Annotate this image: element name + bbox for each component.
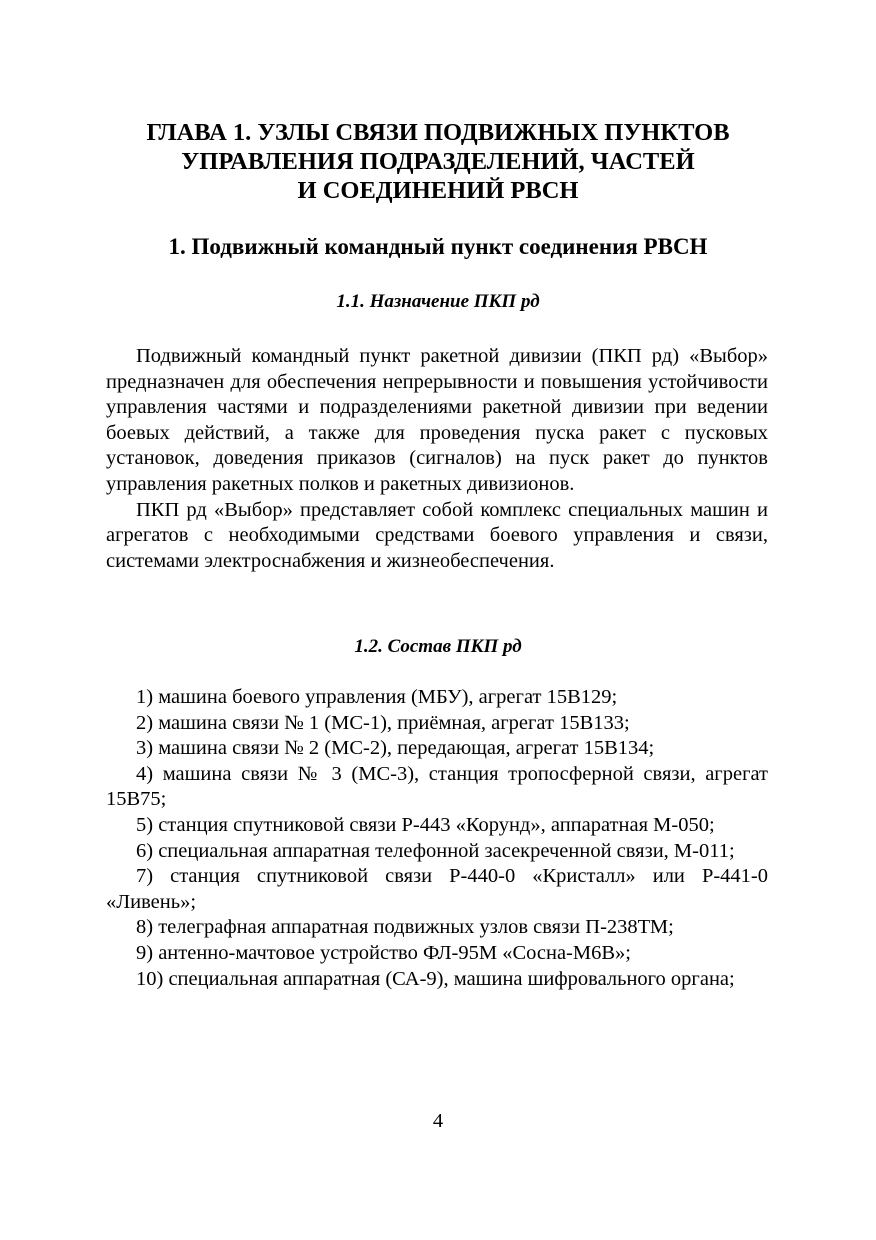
subsection-title-purpose: 1.1. Назначение ПКП рд <box>336 291 540 312</box>
page-number: 4 <box>432 1110 444 1132</box>
paragraph: ПКП рд «Выбор» представляет собой комплекс специальных машин и агрегатов с необходимыми средствами боевого управления и связи, системами электроснабжения и жизнеобеспечения. <box>106 498 768 572</box>
list-item: 9) антенно-мачтовое устройство ФЛ-95М «Сосна-М6В»; <box>136 941 631 964</box>
chapter-title-line: ГЛАВА 1. УЗЛЫ СВЯЗИ ПОДВИЖНЫХ ПУНКТОВ <box>146 119 730 146</box>
list-item: 1) машина боевого управления (МБУ), агрегат 15В129; <box>136 686 618 708</box>
list-item: 6) специальная аппаратная телефонной засекреченной связи, М-011; <box>136 839 735 862</box>
composition-list <box>106 685 768 992</box>
list-item: 10) специальная аппаратная (СА-9), машина шифровального органа; <box>136 967 735 990</box>
section-title: 1. Подвижный командный пункт соединения РВСН <box>168 234 708 259</box>
list-item: 2) машина связи № 1 (МС-1), приёмная, агрегат 15В133; <box>136 711 630 734</box>
list-item: 3) машина связи № 2 (МС-2), передающая, агрегат 15В134; <box>136 737 655 760</box>
chapter-title <box>100 118 776 205</box>
purpose-text <box>106 344 768 574</box>
list-item: 4) машина связи № 3 (МС-3), станция тропосферной связи, агрегат 15В75; <box>106 762 768 811</box>
list-item: 7) станция спутниковой связи Р-440-0 «Кристалл» или Р-441-0 «Ливень»; <box>106 865 768 913</box>
subsection-title-composition: 1.2. Состав ПКП рд <box>354 636 522 657</box>
chapter-title-line: И СОЕДИНЕНИЙ РВСН <box>297 177 579 204</box>
list-item: 8) телеграфная аппаратная подвижных узлов связи П-238ТМ; <box>136 916 674 939</box>
chapter-title-line: УПРАВЛЕНИЯ ПОДРАЗДЕЛЕНИЙ, ЧАСТЕЙ <box>181 148 695 175</box>
paragraph: Подвижный командный пункт ракетной дивизии (ПКП рд) «Выбор» предназначен для обеспечения непрерывности и повышения устойчивости управления частями и подразделениями ракетной дивизии при ведении боевых действий, а также для проведения пуска ракет с пусковых установок, доведения приказов (сигналов) на пуск ракет до пунктов управления ракетных полков и ракетных дивизионов. <box>106 345 768 495</box>
list-item: 5) станция спутниковой связи Р-443 «Корунд», аппаратная М-050; <box>136 813 715 836</box>
